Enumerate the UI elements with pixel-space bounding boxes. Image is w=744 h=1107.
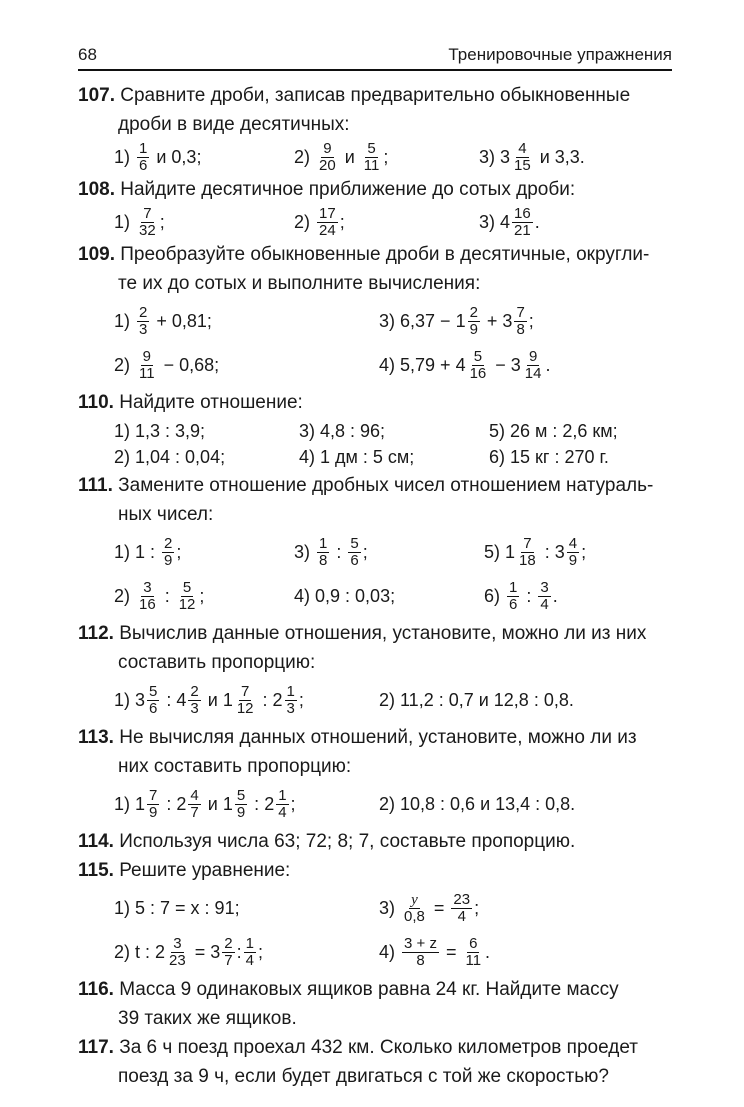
text-fragment: ; [581,541,587,562]
text-fragment: 23 [169,951,186,969]
exercise-111-items-a [78,530,672,574]
fraction [137,206,158,239]
text-fragment: 2 [264,793,275,814]
text-fragment: составить пропорцию: [118,652,316,673]
fraction [222,936,234,969]
text-fragment: : [544,541,550,562]
text-fragment: 7 [241,682,250,700]
text-fragment: : [262,689,268,710]
text-fragment: 6) [484,585,501,606]
fraction [147,788,159,821]
fraction [235,684,256,717]
text-fragment: 9 [469,320,478,338]
exercise-110 [78,390,672,416]
fraction [137,141,149,174]
math-item [114,580,294,613]
text-fragment: + 0,81; [156,310,212,331]
text-fragment: 116. [78,979,114,1000]
math-item [379,349,551,382]
text-fragment: ; [298,689,304,710]
text-fragment: 3 [139,320,148,338]
text-fragment: 4 [518,139,527,157]
text-fragment: 3 [143,578,152,596]
text-fragment: 1 [319,534,328,552]
exercise-115-items-b [78,930,672,974]
text-fragment: 110. [78,392,114,413]
text-fragment: : [166,793,172,814]
math-item [114,141,294,174]
math-item [479,206,540,239]
math-item [114,349,379,382]
text-fragment: 12 [178,595,196,613]
fraction [402,892,427,925]
text-fragment: те их до сотых и выполните вычисления: [118,273,481,294]
text-fragment: 1 [139,139,148,157]
text-fragment: Сравните дроби, записав предварительно обыкновенные [120,85,631,106]
text-fragment: 1) [114,146,131,167]
exercise-117 [78,1035,672,1061]
text-fragment: 9 [142,347,151,365]
exercise-115 [78,858,672,884]
text-fragment: 11 [363,156,380,174]
text-fragment: 2) 11,2 : 0,7 и 12,8 : 0,8. [379,689,574,710]
math-item [114,206,294,239]
math-item [114,684,379,717]
text-fragment: 2) [114,941,131,962]
text-fragment: 11 [139,364,155,382]
text-fragment: 17 [319,204,336,222]
text-fragment: 2 [176,793,187,814]
fraction [137,305,149,338]
text-fragment: 3) [479,211,496,232]
text-fragment: Масса 9 одинаковых ящиков равна 24 кг. Найдите массу [119,979,619,1000]
text-fragment: 2 [164,534,173,552]
text-fragment: 1 : [135,541,156,562]
fraction [512,206,533,239]
text-fragment: 5) [484,541,501,562]
text-fragment: 1 [245,934,254,952]
text-fragment: . [552,585,558,606]
text-fragment: 15 [514,156,531,174]
text-fragment: 1 [286,682,295,700]
math-item [379,936,490,969]
text-fragment: 12 [236,699,254,717]
text-fragment: 4 [457,907,466,925]
text-fragment: 0,9 : 0,03; [315,585,396,606]
fraction [188,684,200,717]
text-fragment: 1 [222,793,233,814]
fraction [276,788,288,821]
math-item [294,536,484,569]
exercise-109-items-b [78,343,672,387]
text-fragment: 1) [114,211,131,232]
exercise-113 [78,725,672,751]
text-fragment: 108. [78,179,115,200]
text-fragment: 8 [516,320,525,338]
math-item [484,536,586,569]
fraction [137,580,158,613]
section-title: Тренировочные упражнения [448,45,672,64]
text-fragment: и [344,146,355,167]
text-fragment: = [433,897,445,918]
text-fragment: 5 [149,682,158,700]
math-item [379,892,479,925]
math-item [114,536,294,569]
fraction [514,305,526,338]
text-fragment: = [445,941,457,962]
text-fragment: 1) [114,310,131,331]
math-item [114,936,379,969]
text-fragment: Найдите отношение: [119,392,303,413]
text-fragment: 5 [350,534,359,552]
text-fragment: 6 [139,156,148,174]
text-fragment: 3) [479,146,496,167]
text-fragment: ; [176,541,182,562]
text-fragment: 23 [453,890,471,908]
text-fragment: 5 : 7 = x : 91; [135,897,240,918]
math-item [294,141,479,174]
page-number: 68 [78,45,97,64]
text-fragment: 6 [469,934,478,952]
text-fragment: 2 [190,682,199,700]
text-fragment: t : 2 [135,941,166,962]
exercise-111-items-b [78,574,672,618]
fraction [188,788,200,821]
text-fragment: 9 [149,803,158,821]
text-fragment: ; [383,146,389,167]
text-fragment: y [411,891,418,908]
text-fragment: и 3,3. [539,146,585,167]
fraction [177,580,198,613]
fraction [512,141,533,174]
text-fragment: 3 + z [404,934,437,952]
text-fragment: 3) 4,8 : 96; [299,420,386,441]
text-fragment: 4 [245,951,254,969]
text-fragment: 7 [224,951,233,969]
text-fragment: 3) [379,897,396,918]
math-item [479,141,585,174]
text-fragment: 11 [465,951,482,969]
fraction [507,580,519,613]
text-fragment: 20 [319,156,336,174]
text-fragment: 8 [416,951,425,969]
text-fragment: 39 таких же ящиков. [118,1008,297,1029]
text-fragment: 1) 1,3 : 3,9; [114,420,206,441]
text-fragment: 6 [149,699,158,717]
text-fragment: : [336,541,342,562]
text-fragment: 16 [139,595,156,613]
page-header [78,43,672,71]
text-fragment: Решите уравнение: [119,860,291,881]
fraction [451,892,472,925]
text-fragment: Не вычисляя данных отношений, установите, можно ли из [119,727,637,748]
fraction [137,349,157,382]
exercise-108-items [78,205,672,239]
text-fragment: 107. [78,85,115,106]
text-fragment: 2 [224,934,233,952]
fraction [162,536,174,569]
exercise-107-items [78,140,672,174]
text-fragment: 5 [182,578,192,596]
exercise-114 [78,829,672,855]
text-fragment: Используя числа 63; 72; 8; 7, составьте пропорцию. [119,831,576,852]
text-fragment: 5,79 + 4 [400,354,466,375]
math-item [379,305,534,338]
text-fragment: 6,37 − 1 [400,310,466,331]
text-fragment: и 0,3; [156,146,202,167]
text-fragment: − 3 [495,354,521,375]
text-fragment: . [534,211,540,232]
text-fragment: 111. [78,475,113,496]
text-fragment: них составить пропорцию: [118,756,352,777]
fraction [538,580,550,613]
exercise-list [78,80,672,1092]
text-fragment: 16 [469,364,487,382]
text-fragment: 9 [164,551,173,569]
text-fragment: 24 [319,221,336,239]
text-fragment: 32 [139,221,156,239]
fraction [517,536,538,569]
text-fragment: 1) [114,897,131,918]
text-fragment: 114. [78,831,114,852]
text-fragment: − 0,68; [163,354,220,375]
fraction [235,788,247,821]
exercise-108 [78,177,672,203]
text-fragment: 14 [524,364,542,382]
text-fragment: 3 [190,699,199,717]
text-fragment: 5 [367,139,376,157]
text-fragment: 4 [500,211,511,232]
text-fragment: ; [199,585,205,606]
text-fragment: . [485,941,491,962]
text-fragment: 6) 15 кг : 270 г. [489,446,609,467]
math-item [294,586,484,607]
math-item [114,305,379,338]
text-fragment: 5 [236,786,246,804]
text-fragment: . [545,354,551,375]
text-fragment: 4 [540,595,549,613]
exercise-113-items [78,782,672,826]
text-fragment: 3 [286,699,295,717]
fraction [285,684,297,717]
text-fragment: 9 [568,551,578,569]
text-fragment: 2 [469,303,478,321]
fraction [362,141,382,174]
exercise-116 [78,977,672,1003]
text-fragment: 1 [222,689,233,710]
text-fragment: 4) [379,941,396,962]
text-fragment: 7 [523,534,532,552]
text-fragment: 1) [114,793,131,814]
text-fragment: 3 [500,146,511,167]
text-fragment: 2) 10,8 : 0,6 и 13,4 : 0,8. [379,793,576,814]
text-fragment: 4 [568,534,578,552]
text-fragment: 2) [294,211,311,232]
text-fragment: Найдите десятичное приближение до сотых дроби: [120,179,576,200]
text-fragment: 1) [114,541,131,562]
text-fragment: 1) [114,689,131,710]
math-item [484,580,558,613]
text-fragment: 4) [294,585,311,606]
exercise-110-row2 [78,444,672,470]
exercise-110-row1 [78,418,672,444]
text-fragment: 2) [294,146,311,167]
text-fragment: Вычислив данные отношения, установите, можно ли из них [119,623,647,644]
text-fragment: 6 [509,595,518,613]
text-fragment: ; [257,941,263,962]
text-fragment: : [526,585,532,606]
exercise-109-items-a [78,299,672,343]
text-fragment: + 3 [486,310,513,331]
text-fragment: 4 [278,803,287,821]
text-fragment: 113. [78,727,114,748]
exercise-115-items-a [78,886,672,930]
text-fragment: : [254,793,260,814]
text-fragment: 4 [190,786,199,804]
exercise-111 [78,473,672,499]
text-fragment: 115. [78,860,114,881]
text-fragment: 7 [516,303,525,321]
fraction [317,206,338,239]
text-fragment: : [236,941,242,962]
text-fragment: 117. [78,1037,114,1058]
text-fragment: = 3 [194,941,221,962]
text-fragment: 2 [139,303,148,321]
fraction [317,536,329,569]
text-fragment: 2) 1,04 : 0,04; [114,446,226,467]
text-fragment: ; [528,310,534,331]
text-fragment: 112. [78,623,114,644]
text-fragment: Замените отношение дробных чисел отношением натураль- [118,475,654,496]
fraction [348,536,360,569]
text-fragment: и [207,689,218,710]
text-fragment: 1 [278,786,287,804]
text-fragment: ; [339,211,345,232]
text-fragment: 4 [176,689,187,710]
math-item [114,788,379,821]
text-fragment: 2) [114,585,131,606]
text-fragment: 5) 26 м : 2,6 км; [489,420,618,441]
text-fragment: 7 [143,204,152,222]
text-fragment: 4) [379,354,396,375]
text-fragment: : [164,585,170,606]
text-fragment: 1 [509,578,518,596]
text-fragment: 4) 1 дм : 5 см; [299,446,415,467]
fraction [167,936,188,969]
text-fragment: Преобразуйте обыкновенные дроби в десятичные, округли- [120,244,650,265]
exercise-112 [78,621,672,647]
exercise-112-items [78,678,672,722]
text-fragment: 3 [173,934,182,952]
text-fragment: поезд за 9 ч, если будет двигаться с той же скоростью? [118,1066,609,1087]
text-fragment: 3 [540,578,549,596]
text-fragment: 109. [78,244,115,265]
fraction [567,536,579,569]
exercise-109 [78,242,672,268]
math-item [114,898,379,919]
fraction [468,305,480,338]
text-fragment: 7 [190,803,199,821]
text-fragment: 8 [319,551,328,569]
text-fragment: 0,8 [404,907,425,925]
text-fragment: 9 [236,803,246,821]
text-fragment: : [166,689,172,710]
fraction [402,936,439,969]
fraction [523,349,544,382]
text-fragment: 2) [114,354,131,375]
text-fragment: 2 [272,689,283,710]
math-item [294,206,479,239]
text-fragment: дроби в виде десятичных: [118,114,350,135]
text-fragment: За 6 ч поезд проехал 432 км. Сколько километров проедет [119,1037,638,1058]
exercise-107 [78,83,672,109]
fraction [317,141,338,174]
text-fragment: 3) [379,310,396,331]
text-fragment: 18 [519,551,536,569]
text-fragment: 1 [505,541,516,562]
text-fragment: ; [290,793,296,814]
text-fragment: 5 [473,347,483,365]
text-fragment: 9 [323,139,332,157]
fraction [244,936,256,969]
text-fragment: 3 [135,689,146,710]
text-fragment: ; [362,541,368,562]
text-fragment: 3 [554,541,565,562]
fraction [468,349,489,382]
text-fragment: 7 [149,786,158,804]
text-fragment: 6 [350,551,359,569]
fraction [147,684,159,717]
text-fragment: 9 [528,347,538,365]
text-fragment: ных чисел: [118,504,214,525]
text-fragment: 1 [135,793,146,814]
text-fragment: 3) [294,541,311,562]
text-fragment: 16 [514,204,531,222]
text-fragment: ; [474,897,480,918]
text-fragment: ; [159,211,165,232]
text-fragment: и [207,793,218,814]
fraction [463,936,483,969]
text-fragment: 21 [514,221,531,239]
